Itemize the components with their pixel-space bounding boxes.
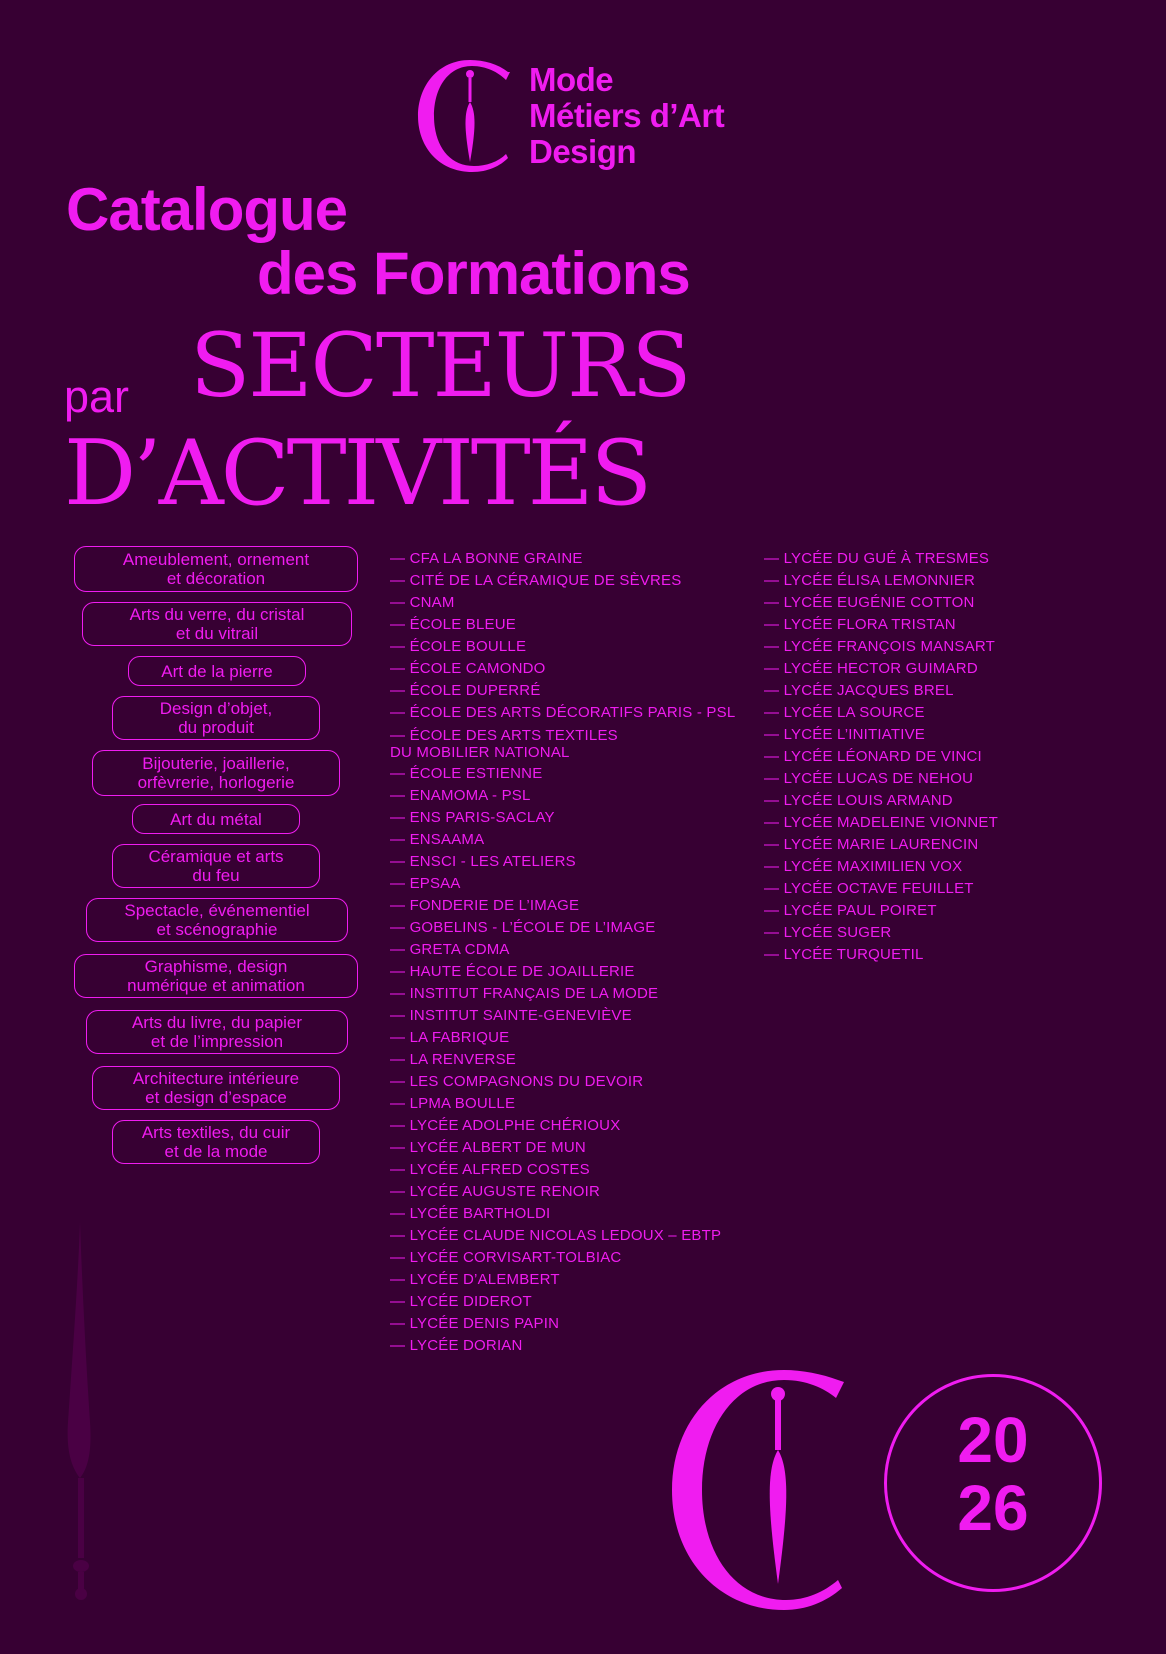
school-list-item[interactable]: — LYCÉE MADELEINE VIONNET [764, 814, 998, 831]
sector-pill-verre[interactable]: Arts du verre, du cristal et du vitrail [82, 602, 352, 646]
school-list-item[interactable]: — LES COMPAGNONS DU DEVOIR [390, 1073, 644, 1090]
school-list-item[interactable]: — LYCÉE LUCAS DE NEHOU [764, 770, 974, 787]
year-text: 20 26 [957, 1404, 1029, 1544]
school-list-item[interactable]: — GOBELINS - L’ÉCOLE DE L’IMAGE [390, 919, 656, 936]
school-list-item[interactable]: — CITÉ DE LA CÉRAMIQUE DE SÈVRES [390, 572, 682, 589]
school-list-item[interactable]: — LYCÉE ALBERT DE MUN [390, 1139, 586, 1156]
sector-pill-design-objet[interactable]: Design d’objet, du produit [112, 696, 320, 740]
brand-line-design: Design [529, 133, 637, 170]
formations-title: des Formations [257, 240, 690, 307]
par-word: par [64, 371, 130, 422]
school-list-item[interactable]: — ÉCOLE BOULLE [390, 638, 527, 655]
school-list-item[interactable]: — LYCÉE PAUL POIRET [764, 902, 937, 919]
sector-pill-pierre[interactable]: Art de la pierre [128, 656, 306, 686]
sector-pill-spectacle[interactable]: Spectacle, événementiel et scénographie [86, 898, 348, 942]
sector-pill-textiles[interactable]: Arts textiles, du cuir et de la mode [112, 1120, 320, 1164]
sector-pill-metal[interactable]: Art du métal [132, 804, 300, 834]
school-list-item[interactable]: — LYCÉE DU GUÉ À TRESMES [764, 550, 990, 567]
school-list-item[interactable]: — LYCÉE FLORA TRISTAN [764, 616, 956, 633]
school-list-item[interactable]: — LYCÉE D’ALEMBERT [390, 1271, 560, 1288]
school-list-item[interactable]: — LYCÉE FRANÇOIS MANSART [764, 638, 995, 655]
sector-pill-architecture[interactable]: Architecture intérieure et design d’espace [92, 1066, 340, 1110]
school-list-item[interactable]: — LPMA BOULLE [390, 1095, 516, 1112]
sector-pill-ceramique[interactable]: Céramique et arts du feu [112, 844, 320, 888]
school-list-item[interactable]: — LYCÉE ÉLISA LEMONNIER [764, 572, 976, 589]
sector-pill-livre[interactable]: Arts du livre, du papier et de l’impression [86, 1010, 348, 1054]
brand-line-mode: Mode [529, 61, 614, 98]
school-list-item[interactable]: — LYCÉE BARTHOLDI [390, 1205, 551, 1222]
school-list-item[interactable]: — CNAM [390, 594, 455, 611]
school-list-item[interactable]: — ÉCOLE DUPERRÉ [390, 682, 541, 699]
school-list-item[interactable]: — LYCÉE ALFRED COSTES [390, 1161, 590, 1178]
school-list-item[interactable]: — LYCÉE JACQUES BREL [764, 682, 954, 699]
school-list-item[interactable]: — ÉCOLE DES ARTS DÉCORATIFS PARIS - PSL [390, 704, 736, 721]
catalogue-title: Catalogue [66, 176, 348, 243]
school-list-item[interactable]: — LYCÉE LOUIS ARMAND [764, 792, 953, 809]
schools-list-column-1 [390, 548, 735, 1357]
school-list-item[interactable]: — LYCÉE LÉONARD DE VINCI [764, 748, 982, 765]
school-list-item[interactable]: — LYCÉE CLAUDE NICOLAS LEDOUX – EBTP [390, 1227, 722, 1244]
school-list-item[interactable]: — ENSCI - LES ATELIERS [390, 853, 576, 870]
secteurs-heading: SECTEURS [190, 314, 690, 417]
school-list-item[interactable]: — LYCÉE AUGUSTE RENOIR [390, 1183, 600, 1200]
school-list-item[interactable]: — ÉCOLE BLEUE [390, 616, 516, 633]
brand-name [529, 62, 724, 170]
school-list-item[interactable]: — LYCÉE HECTOR GUIMARD [764, 660, 978, 677]
school-list-item[interactable]: — ENS PARIS-SACLAY [390, 809, 555, 826]
sector-pill-bijouterie[interactable]: Bijouterie, joaillerie, orfèvrerie, horlogerie [92, 750, 340, 796]
school-list-item[interactable]: — LYCÉE TURQUETIL [764, 946, 924, 963]
school-list-item[interactable]: — ÉCOLE ESTIENNE [390, 765, 543, 782]
school-list-item[interactable]: — LYCÉE DORIAN [390, 1337, 523, 1354]
school-list-item[interactable]: — LYCÉE OCTAVE FEUILLET [764, 880, 974, 897]
school-list-item[interactable]: — LYCÉE EUGÉNIE COTTON [764, 594, 975, 611]
school-list-item[interactable]: — GRETA CDMA [390, 941, 510, 958]
school-list-item[interactable]: — LYCÉE DIDEROT [390, 1293, 532, 1310]
school-list-item[interactable]: — LA RENVERSE [390, 1051, 516, 1068]
school-list-item[interactable]: — INSTITUT SAINTE-GENEVIÈVE [390, 1007, 632, 1024]
school-list-item[interactable]: — LYCÉE CORVISART-TOLBIAC [390, 1249, 622, 1266]
c-needle-logo-icon [412, 58, 522, 176]
schools-list-column-2 [764, 548, 998, 966]
sector-pill-graphisme[interactable]: Graphisme, design numérique et animation [74, 954, 358, 998]
school-list-item[interactable]: — LYCÉE DENIS PAPIN [390, 1315, 560, 1332]
school-list-item[interactable]: — INSTITUT FRANÇAIS DE LA MODE [390, 985, 659, 1002]
school-list-item[interactable]: — LYCÉE SUGER [764, 924, 892, 941]
school-list-item[interactable]: — ENSAAMA [390, 831, 485, 848]
school-list-item[interactable]: — LA FABRIQUE [390, 1029, 510, 1046]
school-list-item[interactable]: — LYCÉE MARIE LAURENCIN [764, 836, 979, 853]
school-list-item[interactable]: — ENAMOMA - PSL [390, 787, 531, 804]
school-list-item[interactable]: — ÉCOLE DES ARTS TEXTILES DU MOBILIER NATIONAL [390, 727, 618, 761]
school-list-item[interactable]: — EPSAA [390, 875, 461, 892]
school-list-item[interactable]: — LYCÉE LA SOURCE [764, 704, 925, 721]
school-list-item[interactable]: — LYCÉE ADOLPHE CHÉRIOUX [390, 1117, 621, 1134]
sector-pill-ameublement[interactable]: Ameublement, ornement et décoration [74, 546, 358, 592]
school-list-item[interactable]: — LYCÉE MAXIMILIEN VOX [764, 858, 963, 875]
activites-heading: D’ACTIVITÉS [64, 421, 650, 526]
c-needle-logo-big-icon [660, 1370, 860, 1610]
needle-icon [58, 1222, 108, 1602]
school-list-item[interactable]: — HAUTE ÉCOLE DE JOAILLERIE [390, 963, 635, 980]
school-list-item[interactable]: — FONDERIE DE L’IMAGE [390, 897, 580, 914]
brand-line-metiers: Métiers d’Art [529, 97, 725, 134]
school-list-item[interactable]: — LYCÉE L’INITIATIVE [764, 726, 925, 743]
school-list-item[interactable]: — CFA LA BONNE GRAINE [390, 550, 583, 567]
school-list-item[interactable]: — ÉCOLE CAMONDO [390, 660, 546, 677]
